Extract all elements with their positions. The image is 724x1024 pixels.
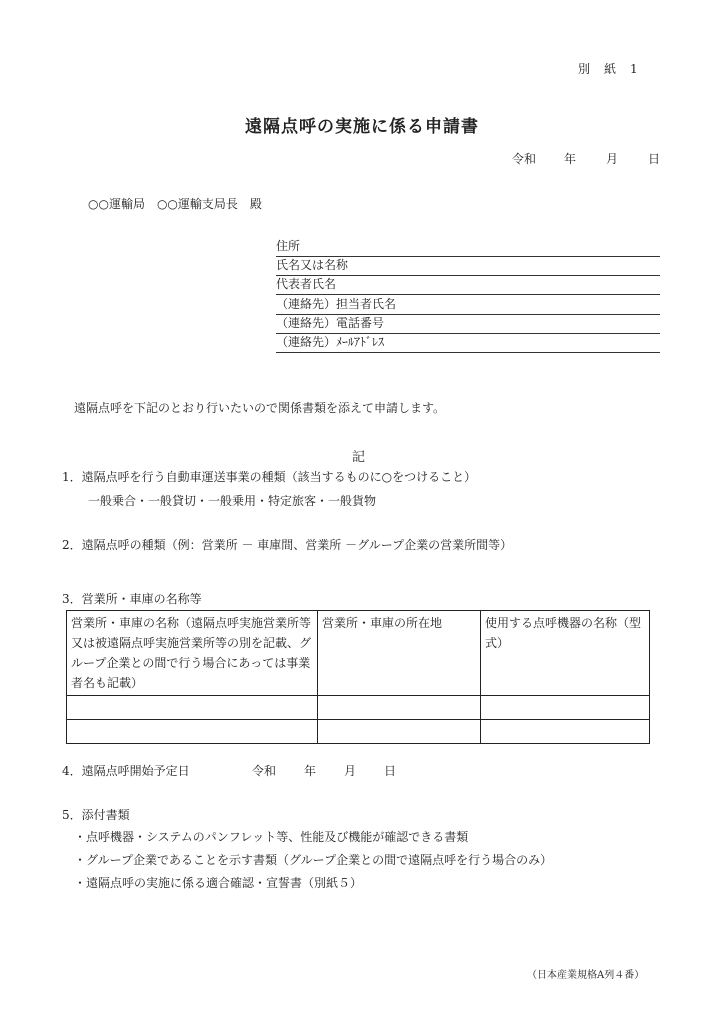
- contact-person-label: （連絡先）担当者氏名: [276, 297, 397, 311]
- section5-heading: 5．添付書類: [62, 808, 130, 822]
- address-field[interactable]: [276, 237, 660, 257]
- start-date[interactable]: [252, 762, 396, 779]
- attachment-item-3: ・遠隔点呼の実施に係る適合確認・宣誓書（別紙５）: [74, 876, 363, 890]
- table-header-row: [67, 611, 650, 696]
- section3-heading: 3．営業所・車庫の名称等: [62, 592, 202, 606]
- section4-heading: 4．遠隔点呼開始予定日: [62, 764, 190, 778]
- equipment-name-cell[interactable]: [481, 696, 650, 720]
- start-date-era: 令和: [252, 764, 277, 778]
- office-garage-table: [66, 610, 650, 744]
- document-title: 遠隔点呼の実施に係る申請書: [245, 117, 479, 137]
- name-field[interactable]: [276, 256, 660, 276]
- office-location-header: 営業所・車庫の所在地: [318, 611, 481, 696]
- name-label: 氏名又は名称: [276, 258, 349, 272]
- date-year: 年: [564, 152, 577, 166]
- contact-person-field[interactable]: [276, 295, 660, 315]
- paper-size-note: （日本産業規格A列４番）: [527, 970, 645, 981]
- representative-label: 代表者氏名: [276, 277, 337, 291]
- office-location-cell[interactable]: [318, 696, 481, 720]
- equipment-name-header: 使用する点呼機器の名称（型式）: [481, 611, 650, 696]
- section2-heading: 2．遠隔点呼の種類（例：営業所 － 車庫間、営業所 －グループ企業の営業所間等）: [62, 538, 513, 552]
- start-date-month: 月: [344, 764, 357, 778]
- start-date-day: 日: [384, 764, 397, 778]
- intro-statement: 遠隔点呼を下記のとおり行いたいので関係書類を添えて申請します。: [74, 401, 446, 415]
- office-name-cell[interactable]: [67, 720, 318, 744]
- table-row: [67, 720, 650, 744]
- section1-heading: 1．遠隔点呼を行う自動車運送事業の種類（該当するものに○をつけること）: [62, 470, 477, 484]
- attachment-item-2: ・グループ企業であることを示す書類（グループ企業との間で遠隔点呼を行う場合のみ）: [74, 853, 553, 867]
- contact-email-field[interactable]: [276, 333, 660, 353]
- date-day: 日: [648, 152, 661, 166]
- representative-field[interactable]: [276, 275, 660, 295]
- office-location-cell[interactable]: [318, 720, 481, 744]
- addressee: ○○運輸局 ○○運輸支局長 殿: [88, 197, 262, 211]
- start-date-year: 年: [304, 764, 317, 778]
- office-name-cell[interactable]: [67, 696, 318, 720]
- equipment-name-cell[interactable]: [481, 720, 650, 744]
- date-month: 月: [606, 152, 619, 166]
- date-era: 令和: [512, 152, 537, 166]
- address-label: 住所: [276, 239, 301, 253]
- table-row: [67, 696, 650, 720]
- application-date: [512, 150, 660, 167]
- attachment-label: 別 紙 1: [578, 62, 639, 76]
- attachment-item-1: ・点呼機器・システムのパンフレット等、性能及び機能が確認できる書類: [74, 830, 469, 844]
- ki-heading: 記: [352, 450, 366, 465]
- contact-phone-field[interactable]: [276, 314, 660, 334]
- section1-options[interactable]: 一般乗合・一般貸切・一般乗用・特定旅客・一般貨物: [88, 494, 377, 508]
- contact-email-label: （連絡先）ﾒｰﾙｱﾄﾞﾚｽ: [276, 335, 385, 349]
- office-name-header: 営業所・車庫の名称（遠隔点呼実施営業所等又は被遠隔点呼実施営業所等の別を記載、グループ企業との間で行う場合にあっては事業者名も記載）: [67, 611, 318, 696]
- contact-phone-label: （連絡先）電話番号: [276, 316, 385, 330]
